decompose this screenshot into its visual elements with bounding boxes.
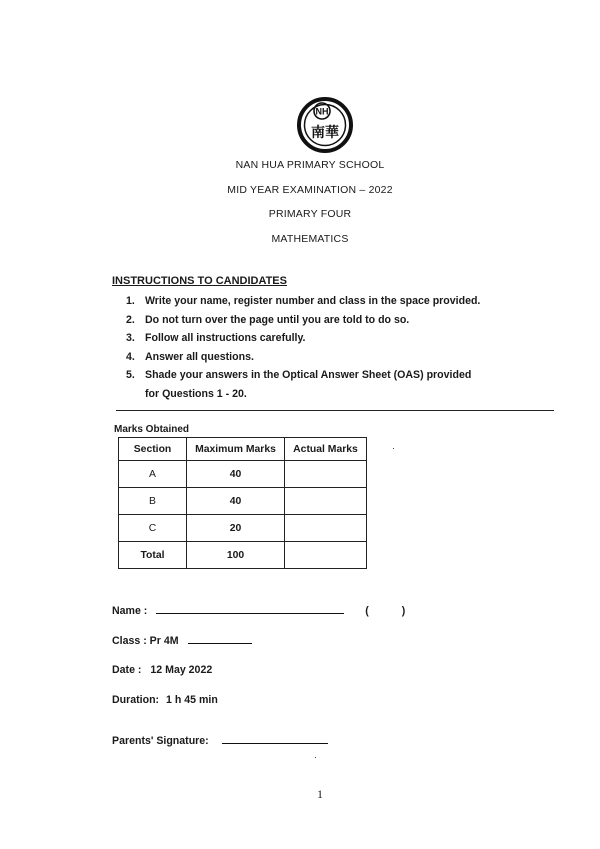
actual-marks-cell — [285, 461, 367, 488]
svg-text:南華: 南華 — [311, 125, 339, 141]
subject-title: MATHEMATICS — [271, 233, 349, 245]
duration-label: Duration: — [112, 694, 160, 706]
column-header: Maximum Marks — [187, 438, 285, 461]
instruction-item: 1. Write your name, register number and class in the space provided. — [126, 295, 481, 307]
actual-marks-cell — [285, 488, 367, 515]
school-logo — [296, 96, 354, 154]
instructions-title: INSTRUCTIONS TO CANDIDATES — [112, 275, 287, 287]
register-paren-open: ( — [365, 605, 369, 617]
name-blank — [156, 603, 344, 614]
page-number: 1 — [317, 787, 323, 801]
table-row — [119, 515, 367, 542]
duration-field — [112, 694, 218, 706]
speck: · — [314, 752, 317, 762]
section-cell: A — [119, 461, 187, 488]
class-field — [112, 633, 252, 647]
section-cell: C — [119, 515, 187, 542]
date-value: 12 May 2022 — [150, 664, 213, 676]
table-header-row — [119, 438, 367, 461]
speck: · — [392, 443, 395, 453]
max-marks-cell: 100 — [187, 542, 285, 569]
table-row — [119, 461, 367, 488]
svg-text:NH: NH — [315, 106, 329, 117]
instruction-item: 2. Do not turn over the page until you are told to do so. — [126, 313, 410, 326]
section-cell: Total — [119, 542, 187, 569]
instruction-item: 4. Answer all questions. — [126, 350, 254, 363]
signature-blank — [222, 733, 328, 744]
register-paren-close: ) — [401, 605, 406, 617]
instruction-item: 3. Follow all instructions carefully. — [126, 332, 306, 345]
column-header: Actual Marks — [285, 438, 367, 461]
actual-marks-cell — [285, 515, 367, 542]
school-name: NAN HUA PRIMARY SCHOOL — [235, 159, 385, 171]
section-cell: B — [119, 488, 187, 515]
max-marks-cell: 40 — [187, 461, 285, 488]
exam-title: MID YEAR EXAMINATION – 2022 — [227, 184, 393, 196]
table-row — [119, 488, 367, 515]
marks-table — [118, 437, 367, 569]
separator-line — [116, 410, 554, 411]
marks-title: Marks Obtained — [114, 424, 190, 435]
class-blank — [188, 633, 252, 644]
max-marks-cell: 40 — [187, 488, 285, 515]
actual-marks-cell — [285, 542, 367, 569]
date-label: Date : — [112, 664, 142, 676]
signature-field — [112, 733, 328, 747]
max-marks-cell: 20 — [187, 515, 285, 542]
name-label: Name : — [112, 605, 148, 617]
duration-value: 1 h 45 min — [166, 694, 218, 706]
name-field — [112, 603, 405, 617]
instructions-list — [126, 292, 480, 404]
instruction-item: 5. Shade your answers in the Optical Answer Sheet (OAS) provided for Questions 1 - 20. — [126, 369, 472, 400]
date-field — [112, 664, 212, 676]
table-row — [119, 542, 367, 569]
class-label: Class : Pr 4M — [112, 635, 179, 647]
column-header: Section — [119, 438, 187, 461]
signature-label: Parents' Signature: — [112, 735, 209, 747]
level-title: PRIMARY FOUR — [268, 208, 352, 220]
